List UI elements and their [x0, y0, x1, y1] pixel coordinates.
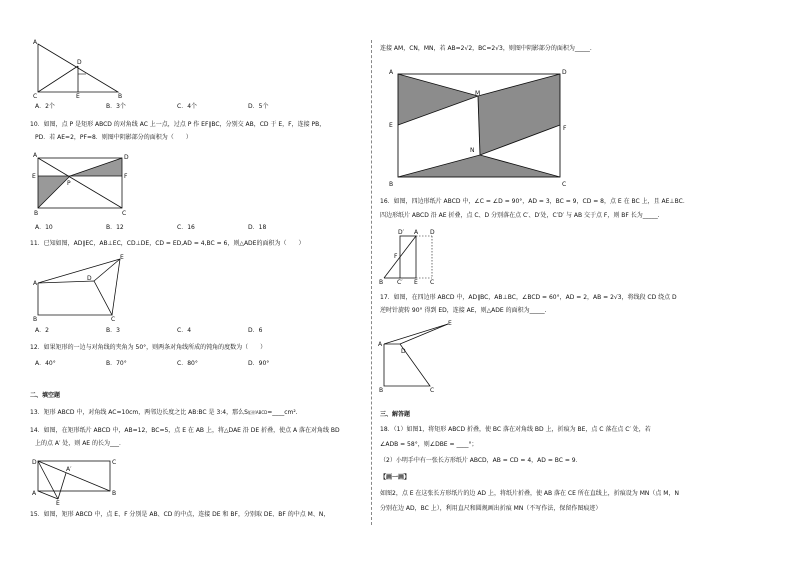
q10-option-c: C．16 [177, 224, 195, 231]
figure-q16-label-c: C [430, 279, 435, 286]
q9-option-d: D．5个 [248, 103, 269, 110]
q9-option-c: C．4个 [177, 103, 198, 110]
q12-option-c: C．80° [177, 360, 198, 367]
figure-q10-label-b: B [34, 210, 39, 217]
figure-q17-label-c: C [430, 387, 435, 394]
figure-q14-diagonal-db [38, 461, 110, 491]
figure-q14-label-d: D [32, 459, 37, 466]
figure-q9-label-b: B [118, 93, 123, 100]
figure-q17-segment-de [400, 324, 448, 344]
figure-q11-label-d: D [87, 275, 92, 282]
figure-q17-label-e: E [448, 320, 452, 327]
figure-q17 [376, 318, 466, 392]
figure-q11 [32, 255, 132, 321]
figure-q17-label-b: B [379, 387, 384, 394]
figure-q9-label-c: C [33, 93, 38, 100]
q12-option-a: A．40° [35, 360, 56, 367]
figure-q14 [32, 455, 122, 505]
figure-q15-label-a: A [389, 69, 394, 76]
figure-q9-label-e: E [76, 93, 80, 100]
figure-q14-label-a2: A′ [66, 466, 72, 473]
q9-option-a: A．2个 [35, 103, 55, 110]
q10-option-a: A．10 [35, 224, 53, 231]
figure-q14-segment-ae [38, 491, 58, 499]
q15-text-line2: 连接 AM，CN，MN，若 AB=2√2，BC=2√3，则图中阴影部分的面积为_____. [380, 45, 592, 52]
q13-text-end: =____cm². [267, 409, 298, 416]
figure-q10 [32, 150, 132, 216]
figure-q17-label-d: D [401, 348, 406, 355]
figure-q10-label-d: D [124, 154, 129, 161]
q15-text-line1: 15．如图，矩形 ABCD 中，点 E、F 分别是 AB、CD 的中点，连接 DE 和 BF，分别取 DE、BF 的中点 M、N， [30, 511, 330, 518]
q9-option-b: B．3个 [106, 103, 126, 110]
figure-q10-label-c: C [122, 210, 127, 217]
q18-text-line4: 如图2，点 E 在这张长方形纸片的边 AD 上，将纸片折叠，使 AB 落在 CE 所在直线上，折痕设为 MN（点 M，N [380, 490, 679, 497]
figure-q16-label-f: F [394, 253, 398, 260]
q12-option-b: B．70° [106, 360, 127, 367]
q16-text-line2: 四边形纸片 ABCD 沿 AE 折叠，点 C、D 分别落在点 C′、D′处，C′D′ 与 AB 交于点 F，则 BF 长为_____. [380, 212, 660, 219]
q10-text-line1: 10．如图，点 P 是矩形 ABCD 的对角线 AC 上一点，过点 P 作 EF∥BC，分别交 AB，CD 于 E，F，连接 PB， [30, 121, 326, 128]
figure-q10-label-f: F [124, 173, 128, 180]
figure-q10-label-p: P [67, 180, 71, 187]
q12-text-line1: 12．如果矩形的一边与对角线的夹角为 50°，则两条对角线所成的钝角的度数为（ ） [30, 344, 267, 351]
section-fill-in-heading: 二、填空题 [30, 392, 61, 399]
q18-text-line1: 18．（1）如图1，将矩形 ABCD 折叠，使 BC 落在对角线 BD 上，折痕为 BE，点 C 落在点 C′ 处，若 [380, 426, 651, 433]
figure-q14-label-e: E [56, 500, 60, 507]
figure-q11-outline [38, 281, 112, 315]
q10-option-b: B．12 [106, 224, 124, 231]
figure-q16-label-d: D [430, 229, 435, 236]
figure-q15-label-m: M [475, 90, 481, 97]
figure-q15-label-c: C [562, 181, 567, 188]
q11-option-c: C．4 [177, 327, 192, 334]
figure-q11-label-c: C [111, 316, 116, 323]
figure-q15-label-b: B [389, 181, 394, 188]
figure-q16-label-b: B [379, 279, 384, 286]
q13-text [30, 409, 298, 417]
figure-q14-label-b: B [112, 490, 117, 497]
figure-q16-label-d2: D′ [398, 229, 404, 236]
figure-q9 [30, 40, 130, 100]
q18-text-line2: ∠ADB = 58°，则∠DBE = ____°； [380, 441, 478, 448]
q14-text-line2: 上的点 A′ 处，则 AE 的长为___． [35, 440, 125, 447]
figure-q11-segment-ae [38, 259, 120, 283]
q11-text-line1: 11．已知如图，AD∥EC，AB⊥EC，CD⊥DE，CD = ED,AD = 4,BC = 6，则△ADE的面积为（ ） [30, 240, 305, 247]
figure-q14-segment-a2e [58, 473, 66, 499]
q11-option-b: B．3 [106, 327, 120, 334]
figure-q16-label-c2: C′ [397, 279, 403, 286]
figure-q14-label-a: A [32, 490, 37, 497]
figure-q9-label-d: D [77, 59, 82, 66]
figure-q16-label-a: A [414, 229, 419, 236]
q13-subscript: 矩形ABCD [247, 410, 268, 415]
figure-q11-label-a: A [33, 280, 38, 287]
q11-option-d: D．6 [248, 327, 263, 334]
figure-q11-segment-de [94, 259, 120, 281]
figure-q14-label-c: C [112, 459, 117, 466]
figure-q15-label-e: E [389, 122, 393, 129]
figure-q11-segment-ec [112, 259, 120, 315]
q17-text-line1: 17．如图，在四边形 ABCD 中，AD∥BC，AB⊥BC，∠BCD = 60°，AD = 2，AB = 2√3，将线段 CD 绕点 D [380, 294, 677, 301]
figure-q14-segment-de [38, 461, 58, 499]
figure-q16-rect-folded [400, 236, 416, 278]
figure-q10-label-a: A [33, 152, 38, 159]
figure-q15 [384, 68, 574, 188]
q18-text-line5: 分别在边 AD，BC 上），利用直尺和圆规画出折痕 MN（不写作法，保留作图痕迹） [380, 505, 602, 512]
figure-q15-label-f: F [563, 125, 567, 132]
q10-option-d: D．18 [248, 224, 267, 231]
q10-text-line2: PD．若 AE=2，PF=8．则图中阴影部分的面积为（ ） [35, 134, 192, 141]
figure-q17-label-a: A [378, 341, 383, 348]
figure-q17-outline [384, 344, 430, 386]
figure-q15-label-d: D [562, 69, 567, 76]
figure-q10-label-e: E [32, 173, 36, 180]
q18-text-line3: （2）小明手中有一张长方形纸片 ABCD，AB = CD = 4，AD = BC = 9． [380, 457, 582, 464]
figure-q9-segment-dc [38, 66, 78, 92]
q17-text-line2: 逆时针旋转 90° 得到 ED，连接 AE，则△ADE 的面积为_____. [380, 307, 547, 314]
column-divider [371, 40, 372, 525]
q16-text-line1: 16．如图，四边形纸片 ABCD 中，∠C = ∠D = 90°，AD = 3，BC = 9，CD = 8，点 E 在 BC 上，且 AE⊥BC． [380, 198, 689, 205]
figure-q17-segment-ae [384, 324, 448, 344]
q11-option-a: A．2 [35, 327, 49, 334]
figure-q11-label-b: B [33, 316, 38, 323]
figure-q15-shade-top-left [398, 74, 481, 125]
figure-q9-label-a: A [33, 39, 38, 46]
figure-q15-shade-bottom [398, 155, 560, 177]
q13-text-main: 13．矩形 ABCD 中，对角线 AC=10cm，两邻边长度之比 AB:BC 是 3:4，那么S [30, 409, 248, 416]
section-solve-heading: 三、解答题 [380, 411, 411, 418]
figure-q16 [376, 226, 446, 288]
figure-q15-label-n: N [470, 147, 475, 154]
q14-text-line1: 14．如图，在矩形纸片 ABCD 中，AB=12，BC=5，点 E 在 AB 上，将△DAE 沿 DE 折叠，使点 A 落在对角线 BD [30, 427, 340, 434]
q18-subheading: 【画一画】 [380, 474, 411, 481]
figure-q15-shade-top-right [478, 74, 560, 155]
figure-q11-label-e: E [120, 254, 124, 261]
q12-option-d: D．90° [248, 360, 270, 367]
figure-q16-label-e: E [414, 279, 418, 286]
